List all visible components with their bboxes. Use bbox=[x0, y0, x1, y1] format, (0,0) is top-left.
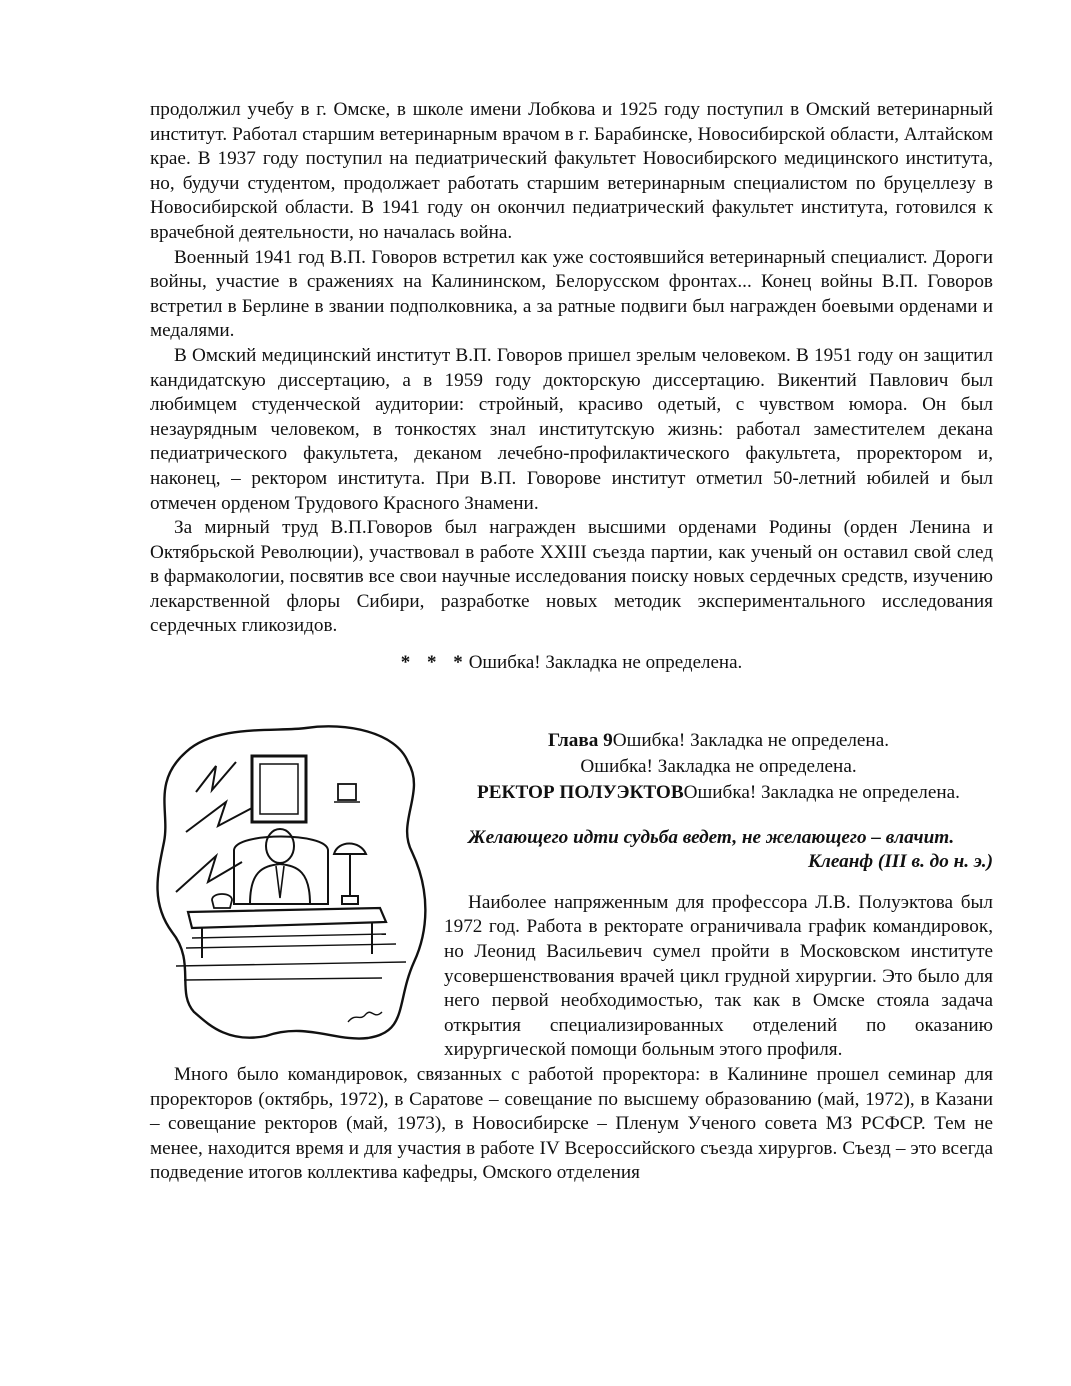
paragraph: Много было командировок, связанных с работой проректора: в Калинине прошел семинар для проректоров (октябрь, 1972), в Саратове – совещание по высшему образованию (май, 1972), в Казани – совещание ректоров (май, 1973), в Новосибирске – Пленум Ученого совета МЗ РСФСР. Тем не менее, находится время и для участия в работе IV Всероссийского съезда хирургов. Съезд – это всегда подведение итогов коллектива кафедры, Омского отделения bbox=[150, 1064, 993, 1184]
chapter-title: РЕКТОР ПОЛУЭКТОВ bbox=[477, 781, 684, 803]
paragraph: За мирный труд В.П.Говоров был награжден высшими орденами Родины (орден Ленина и Октябрьской Революции), участвовал в работе XXIII съезда партии, как ученый он оставил свой след в фармакологии, посвятив все свои научные исследования поиску новых сердечных средств, изучению лекарственной флоры Сибири, разработке новых методик экспериментального исследования сердечных гликозидов. bbox=[150, 517, 993, 637]
rector-office-illustration bbox=[146, 722, 436, 1044]
epigraph-author: Клеанф (III в. до н. э.) bbox=[808, 851, 993, 873]
epigraph-text: Желающего идти судьба ведет, не желающего – влачит. bbox=[468, 826, 955, 848]
bookmark-error: Ошибка! Закладка не определена. bbox=[468, 652, 743, 674]
paragraph: продолжил учебу в г. Омске, в школе имени Лобкова и 1925 году поступил в Омский ветеринарный институт. Работал старшим ветеринарным врачом в г. Барабинске, Новосибирской области, Алтайском крае. В 1937 году поступил на педиатрический факультет Новосибирского медицинского института, но, будучи студентом, продолжает работать старшим ветеринарным специалистом по бруцеллезу в Новосибирской области. В 1941 году он окончил педиатрический факультет института, готовился к врачебной деятельности, но началась война. bbox=[150, 99, 993, 243]
paragraph: В Омский медицинский институт В.П. Говоров пришел зрелым человеком. В 1951 году он защитил кандидатскую диссертацию, а в 1959 году докторскую диссертацию. Викентий Павлович был любимцем студенческой аудитории: стройный, красиво одетый, с чувством юмора. Он был незаурядным человеком, в тонкостях знал институтскую жизнь: работал заместителем декана педиатрического факультета, деканом лечебно-профилактического факультета, проректором и, наконец, – ректором института. При В.П. Говорове институт отметил 50-летний юбилей и был отмечен орденом Трудового Красного Знамени. bbox=[150, 344, 993, 514]
bookmark-error: Ошибка! Закладка не определена. bbox=[683, 781, 960, 803]
document-page bbox=[150, 98, 993, 1186]
paragraph: Военный 1941 год В.П. Говоров встретил как уже состоявшийся ветеринарный специалист. Дороги войны, участие в сражениях на Калининском, Белорусском фронтах... Конец войны В.П. Говоров встретил в Берлине в звании подполковника, а за ратные подвиги был награжден боевыми орденами и медалями. bbox=[150, 246, 993, 342]
paragraph: Наиболее напряженным для профессора Л.В. Полуэктова был 1972 год. Работа в ректорате ограничивала график командировок, но Леонид Васильевич сумел пройти в Московском институте усовершенствования врачей цикл грудной хирургии. Это было для него первой необходимостью, так как в Омске стояла задача открытия специализированных отделений по оказанию хирургической помощи больным этого профиля. bbox=[444, 891, 993, 1061]
section-separator bbox=[150, 651, 993, 676]
bookmark-error: Ошибка! Закладка не определена. bbox=[612, 729, 890, 751]
chapter-number: Глава 9 bbox=[547, 729, 613, 751]
separator-stars: * * * bbox=[400, 652, 469, 674]
cloud-frame-icon bbox=[158, 726, 426, 1038]
bookmark-error: Ошибка! Закладка не определена. bbox=[580, 755, 857, 777]
